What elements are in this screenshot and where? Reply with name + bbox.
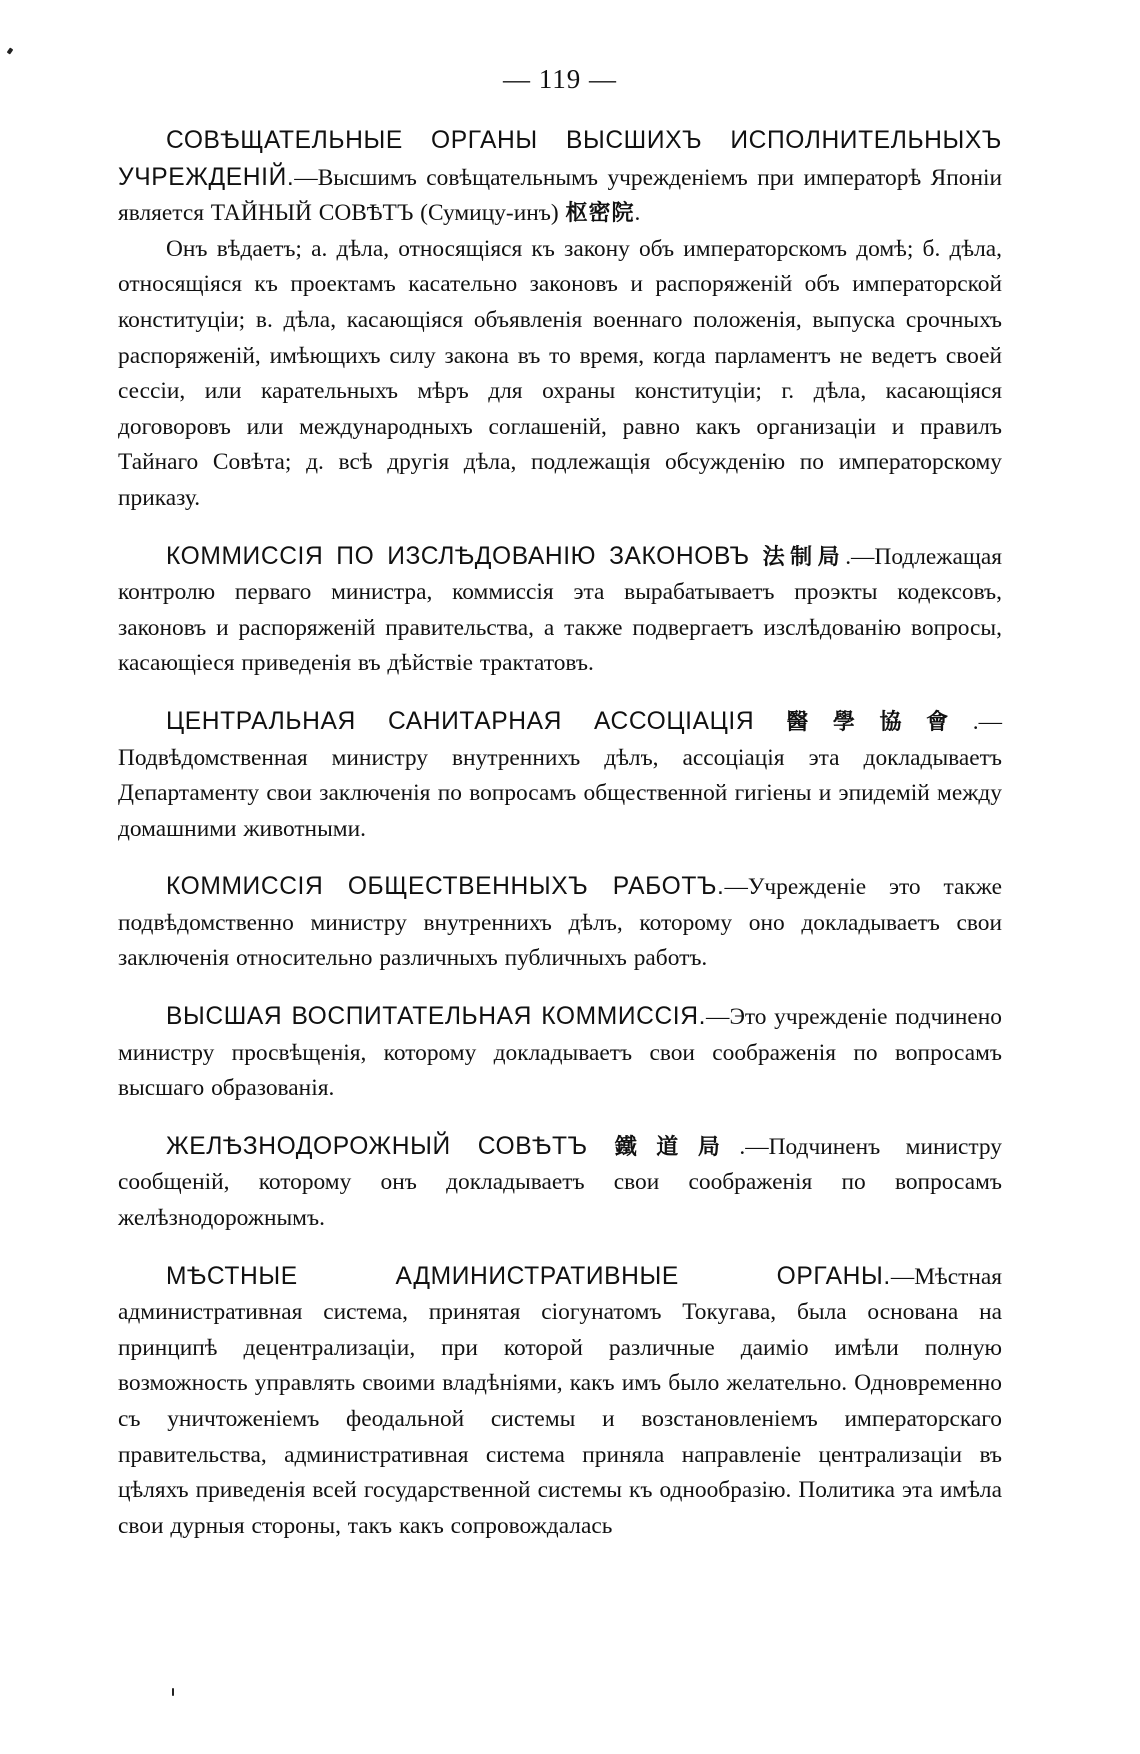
entry-paragraph — [118, 1259, 1002, 1545]
entry-paragraph — [118, 999, 1002, 1107]
document-page — [118, 64, 1002, 1566]
entry-privy-council — [118, 123, 1002, 517]
page-number: — 119 — — [503, 64, 617, 94]
entry-heading: КОММИССІЯ ОБЩЕСТВЕННЫХЪ РАБОТЪ. — [166, 873, 725, 901]
entry-text: —Это учрежденіе подчинено министру просвѣщенія, которому докладываетъ свои соображенія по вопросамъ высшаго образованія. — [118, 1004, 1002, 1102]
entry-heading: ЦЕНТРАЛЬНАЯ САНИТАРНАЯ АССОЦІАЦІЯ — [166, 707, 787, 735]
entry-heading: ВЫСШАЯ ВОСПИТАТЕЛЬНАЯ КОММИССІЯ. — [166, 1003, 707, 1031]
entry-paragraph — [118, 869, 1002, 977]
kanji-term: 枢密院 — [565, 201, 635, 227]
kanji-term: 醫學協會 — [786, 709, 973, 735]
entry-text-after: . — [634, 200, 641, 227]
entry-sanitary-association — [118, 704, 1002, 847]
entry-heading: ЖЕЛѢЗНОДОРОЖНЫЙ СОВѢТЪ — [166, 1132, 615, 1160]
entry-heading: МѢСТНЫЕ АДМИНИСТРАТИВНЫЕ ОРГАНЫ. — [166, 1262, 891, 1290]
entry-local-administration — [118, 1259, 1002, 1545]
kanji-term: 鐵道局 — [614, 1134, 740, 1160]
entry-text: .—Подчиненъ министру сообщеній, которому онъ докладываетъ свои соображенія по вопросамъ желѣзнодорожнымъ. — [118, 1133, 1002, 1232]
entry-paragraph — [118, 123, 1002, 232]
entry-law-commission — [118, 539, 1002, 682]
entry-continuation: Онъ вѣдаетъ; а. дѣла, относящіяся къ закону объ императорскомъ домѣ; б. дѣла, относящіяся къ проектамъ касательно законовъ и распоряженій объ императорской конституціи; в. дѣла, касающіяся объявленія военнаго положенія, выпуска срочныхъ распоряженій, имѣющихъ силу закона въ то время, когда парламентъ не ведетъ своей сессіи, или карательныхъ мѣръ для охраны конституціи; г. дѣла, касающіяся договоровъ или международныхъ соглашеній, равно какъ организаціи и правилъ Тайнаго Совѣта; д. всѣ другія дѣла, подлежащія обсужденію по императорскому приказу. — [118, 235, 1002, 511]
entry-text: .—Подвѣдомственная министру внутреннихъ дѣлъ, ассоціація эта докладываетъ Департаменту свои заключенія по вопросамъ общественной гигіены и эпидемій между домашними животными. — [118, 708, 1002, 842]
entry-railway-council — [118, 1129, 1002, 1237]
entry-paragraph — [118, 704, 1002, 847]
entry-heading: СОВѢЩАТЕЛЬНЫЕ ОРГАНЫ ВЫСШИХЪ ИСПОЛНИТЕЛЬНЫХЪ УЧРЕЖДЕНІЙ. — [118, 127, 1002, 191]
entry-text: —Учрежденіе это также подвѣдомственно министру внутреннихъ дѣлъ, которому оно докладываетъ свои заключенія относительно различныхъ публичныхъ работъ. — [118, 874, 1003, 972]
entry-paragraph — [118, 539, 1002, 682]
entry-higher-education-commission — [118, 999, 1002, 1107]
scan-speck — [172, 1688, 174, 1696]
entry-heading: КОММИССІЯ ПО ИЗСЛѢДОВАНІЮ ЗАКОНОВЪ — [166, 542, 763, 570]
scan-speck — [7, 47, 14, 54]
entry-public-works-commission — [118, 869, 1002, 977]
entry-text: —Высшимъ совѣщательнымъ учрежденіемъ при императорѣ Японіи является ТАЙНЫЙ СОВѢТЪ (Сумицу-инъ) — [118, 164, 1002, 227]
entry-text: .—Подлежащая контролю перваго министра, коммиссія эта вырабатываетъ проэкты кодексовъ, законовъ и распоряженій правительства, а также подвергаетъ изслѣдованію вопросы, касающіеся приведенія въ дѣйствіе трактатовъ. — [118, 543, 1002, 677]
kanji-term: 法制局 — [762, 544, 846, 570]
entry-text: —Мѣстная административная система, принятая сіогунатомъ Токугава, была основана на принципѣ децентрализаціи, при которой различные даиміо имѣли полную возможность управлять своими владѣніями, какъ имъ было желательно. Одновременно съ уничтоженіемъ феодальной системы и возстановленіемъ императорскаго правительства, административная система приняла направленіе централизаціи въ цѣляхъ приведенія всей государственной системы къ однообразію. Политика эта имѣла свои дурныя стороны, такъ какъ сопровождалась — [118, 1263, 1002, 1539]
entry-paragraph — [118, 1129, 1002, 1237]
